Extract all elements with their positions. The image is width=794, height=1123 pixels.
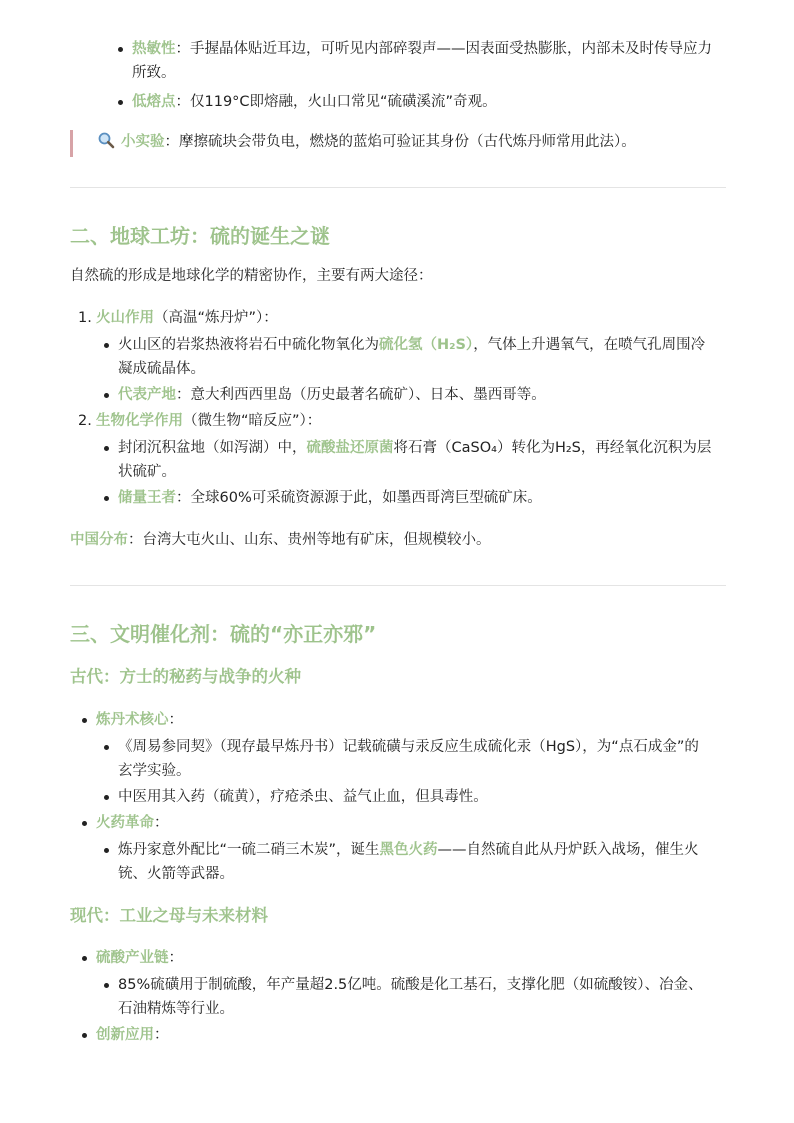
list-item: 代表产地：意大利西西里岛（历史最著名硫矿）、日本、墨西哥等。: [96, 383, 720, 407]
list-item: 85%硫磺用于制硫酸，年产量超2.5亿吨。硫酸是化工基石，支撑化肥（如硫酸铵）、冶金、石油精炼等行业。: [96, 973, 720, 1021]
modern-subtitle: 现代：工业之母与未来材料: [70, 906, 268, 925]
term-volcanic: 火山作用: [96, 310, 154, 326]
divider: [70, 187, 726, 188]
list-item: 封闭沉积盆地（如泻湖）中，硫酸盐还原菌将石膏（CaSO₄）转化为H₂S，再经氧化沉积为层状硫矿。: [96, 436, 720, 484]
list-item: 创新应用：: [70, 1023, 720, 1047]
list-item: 《周易参同契》（现存最早炼丹书）记载硫磺与汞反应生成硫化汞（HgS），为“点石成金”的玄学实验。: [96, 735, 720, 783]
term-innovation: 创新应用: [96, 1027, 154, 1043]
ancient-list: [70, 708, 720, 888]
list-item: 炼丹术核心： 《周易参同契》（现存最早炼丹书）记载硫磺与汞反应生成硫化汞（HgS），为“点石成金”的玄学实验。 中医用其入药（硫黄），疗疮杀虫、益气止血，但具毒性。: [70, 708, 720, 809]
section-2-title: 二、地球工坊：硫的诞生之谜: [70, 224, 330, 248]
list-item: 储量王者：全球60%可采硫资源源于此，如墨西哥湾巨型硫矿床。: [96, 486, 720, 510]
section-2-intro: 自然硫的形成是地球化学的精密协作，主要有两大途径：: [70, 268, 433, 284]
item-text: 仅119°C即熔融，火山口常见“硫磺溪流”奇观。: [190, 94, 497, 110]
list-item: 硫酸产业链： 85%硫磺用于制硫酸，年产量超2.5亿吨。硫酸是化工基石，支撑化肥（如硫酸铵）、冶金、石油精炼等行业。: [70, 946, 720, 1021]
section-3-title: 三、文明催化剂：硫的“亦正亦邪”: [70, 622, 377, 646]
term-h2s: 硫化氢（H₂S）: [379, 337, 474, 353]
note-term: 小实验: [121, 134, 165, 150]
divider: [70, 585, 726, 586]
experiment-note: 小实验：摩擦硫块会带负电，燃烧的蓝焰可验证其身份（古代炼丹师常用此法）。: [70, 130, 727, 157]
term-heat-sensitivity: 热敏性: [132, 41, 176, 57]
term-black-powder: 黑色火药: [379, 842, 438, 858]
modern-list: [70, 946, 720, 1047]
term-reserve: 储量王者: [118, 490, 176, 506]
property-list: [70, 37, 725, 114]
list-item: 火山区的岩浆热液将岩石中硫化物氧化为硫化氢（H₂S），气体上升遇氧气，在喷气孔周围冷凝成硫晶体。: [96, 333, 720, 381]
term-biochemical: 生物化学作用: [96, 413, 183, 429]
term-locations: 代表产地: [118, 387, 176, 403]
item-text: 手握晶体贴近耳边，可听见内部碎裂声——因表面受热膨胀，内部未及时传导应力所致。: [132, 41, 712, 81]
list-item: 火药革命： 炼丹家意外配比“一硫二硝三木炭”，诞生黑色火药——自然硫自此从丹炉跃入战场，催生火铳、火箭等武器。: [70, 811, 720, 886]
ancient-subtitle: 古代：方士的秘药与战争的火种: [70, 667, 301, 686]
magnifier-icon: [97, 131, 115, 157]
term-sulfuric-chain: 硫酸产业链: [96, 950, 169, 966]
china-distribution: 中国分布：台湾大屯火山、山东、贵州等地有矿床，但规模较小。: [70, 532, 491, 548]
term-gunpowder-revolution: 火药革命: [96, 815, 154, 831]
list-item: 中医用其入药（硫黄），疗疮杀虫、益气止血，但具毒性。: [96, 785, 720, 809]
term-low-melting: 低熔点: [132, 94, 176, 110]
note-text: 摩擦硫块会带负电，燃烧的蓝焰可验证其身份（古代炼丹师常用此法）。: [179, 134, 636, 150]
list-item: 2. 生物化学作用（微生物“暗反应”）： 封闭沉积盆地（如泻湖）中，硫酸盐还原菌将石膏（CaSO₄）转化为H₂S，再经氧化沉积为层状硫矿。 储量王者：全球60%可采硫资源源于此，如墨西哥湾巨型硫矿床。: [70, 409, 720, 510]
term-alchemy: 炼丹术核心: [96, 712, 169, 728]
term-srb: 硫酸盐还原菌: [306, 440, 394, 456]
list-item: 1. 火山作用（高温“炼丹炉”）： 火山区的岩浆热液将岩石中硫化物氧化为硫化氢（H₂S），气体上升遇氧气，在喷气孔周围冷凝成硫晶体。 代表产地：意大利西西里岛（历史最著名硫矿）、日本、墨西哥等。: [70, 306, 720, 407]
formation-list: [70, 306, 720, 512]
list-item: 炼丹家意外配比“一硫二硝三木炭”，诞生黑色火药——自然硫自此从丹炉跃入战场，催生火铳、火箭等武器。: [96, 838, 720, 886]
list-item: 低熔点：仅119°C即熔融，火山口常见“硫磺溪流”奇观。: [106, 90, 725, 114]
list-item: 热敏性：手握晶体贴近耳边，可听见内部碎裂声——因表面受热膨胀，内部未及时传导应力所致。: [106, 37, 725, 85]
